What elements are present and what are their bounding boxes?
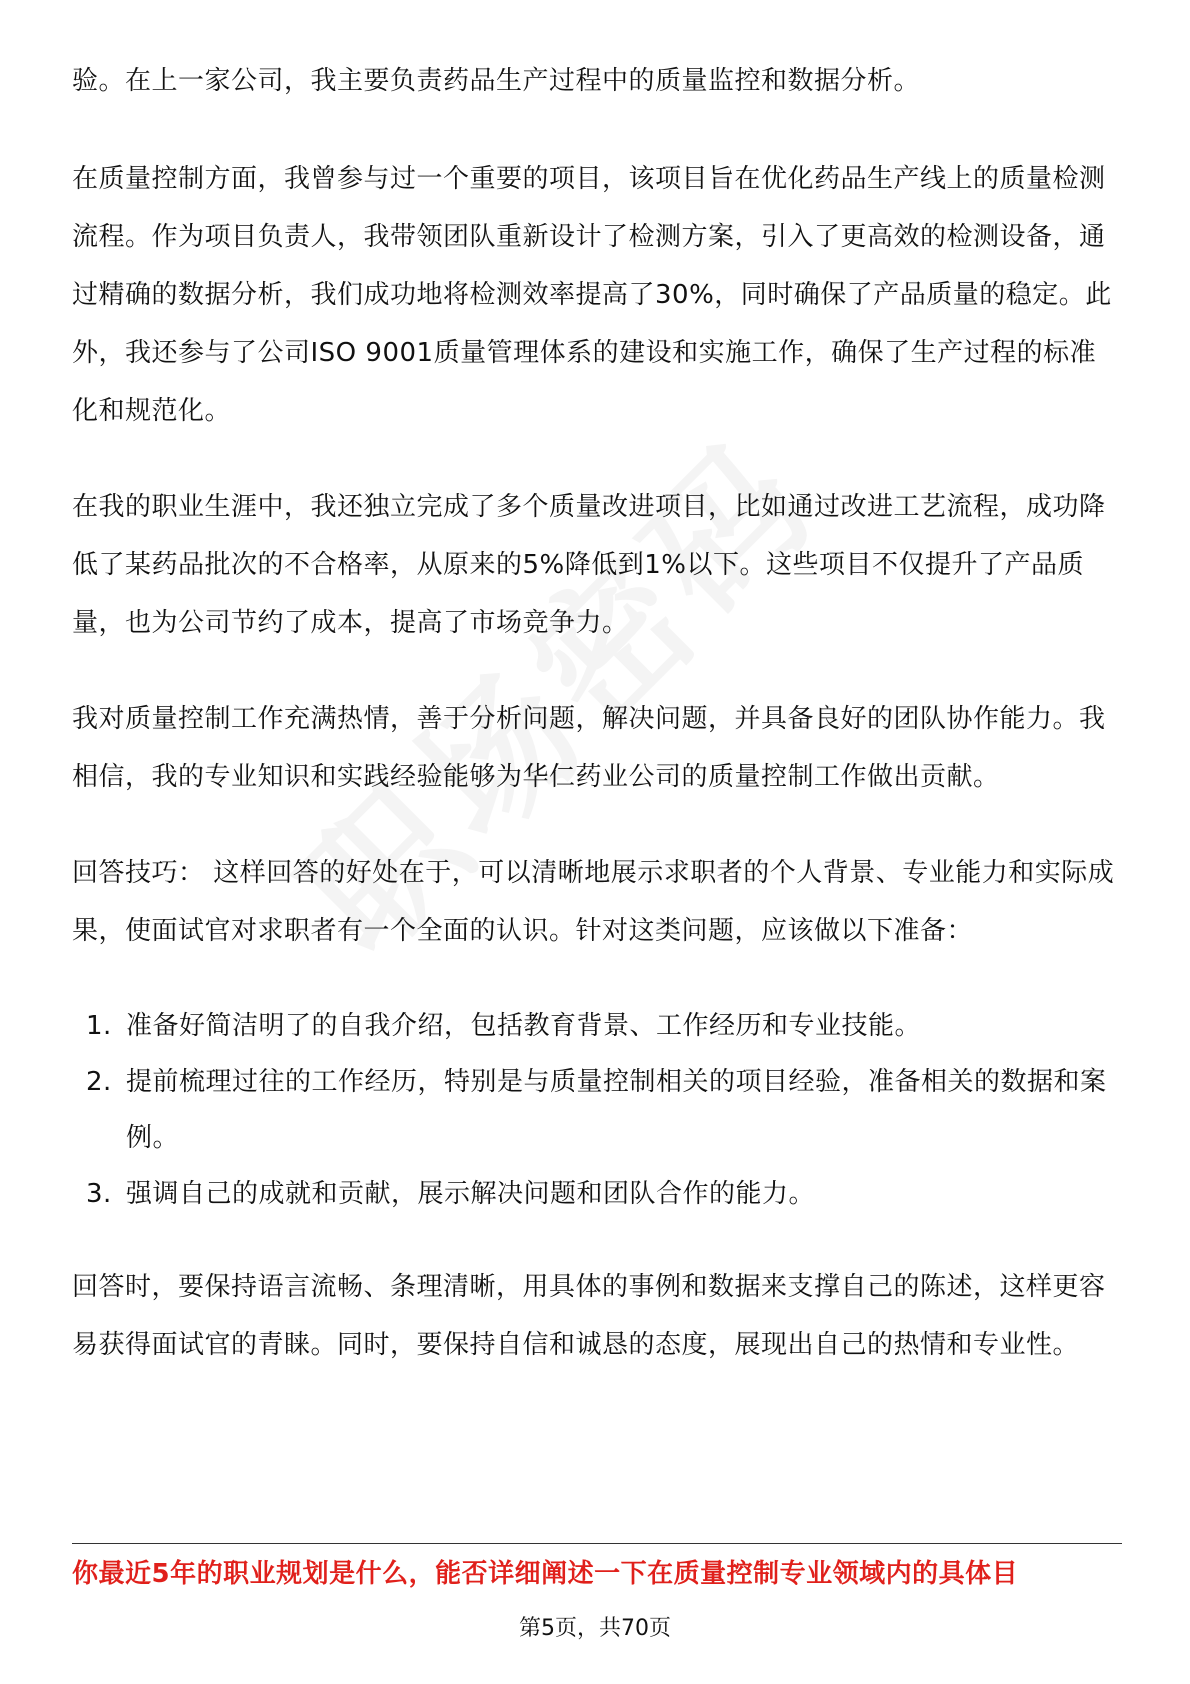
answer-tips-paragraph: 回答技巧： 这样回答的好处在于，可以清晰地展示求职者的个人背景、专业能力和实际成果，使面试官对求职者有一个全面的认识。针对这类问题，应该做以下准备： — [72, 858, 1115, 946]
list-number: 2. — [86, 1067, 112, 1097]
list-item — [72, 1166, 1122, 1222]
list-item-text: 准备好简洁明了的自我介绍，包括教育背景、工作经历和专业技能。 — [126, 1011, 922, 1041]
paragraph: 我对质量控制工作充满热情，善于分析问题，解决问题，并具备良好的团队协作能力。我相信，我的专业知识和实践经验能够为华仁药业公司的质量控制工作做出贡献。 — [72, 704, 1106, 792]
tips-list — [72, 998, 1122, 1222]
section-divider — [72, 1543, 1122, 1544]
next-question-heading: 你最近5年的职业规划是什么，能否详细阐述一下在质量控制专业领域内的具体目 — [72, 1559, 1019, 1589]
list-item-text: 提前梳理过往的工作经历，特别是与质量控制相关的项目经验，准备相关的数据和案例。 — [126, 1067, 1107, 1153]
page-number: 第5页，共70页 — [519, 1616, 671, 1641]
list-item — [72, 998, 1122, 1054]
list-number: 1. — [86, 1011, 112, 1041]
paragraph: 在我的职业生涯中，我还独立完成了多个质量改进项目，比如通过改进工艺流程，成功降低了某药品批次的不合格率，从原来的5%降低到1%以下。这些项目不仅提升了产品质量，也为公司节约了成本，提高了市场竞争力。 — [72, 492, 1106, 638]
list-item — [72, 1054, 1122, 1166]
paragraph: 验。在上一家公司，我主要负责药品生产过程中的质量监控和数据分析。 — [72, 66, 921, 96]
closing-paragraph: 回答时，要保持语言流畅、条理清晰，用具体的事例和数据来支撑自己的陈述，这样更容易获得面试官的青睐。同时，要保持自信和诚恳的态度，展现出自己的热情和专业性。 — [72, 1272, 1106, 1360]
list-item-text: 强调自己的成就和贡献，展示解决问题和团队合作的能力。 — [126, 1179, 816, 1209]
paragraph: 在质量控制方面，我曾参与过一个重要的项目，该项目旨在优化药品生产线上的质量检测流程。作为项目负责人，我带领团队重新设计了检测方案，引入了更高效的检测设备，通过精确的数据分析，我们成功地将检测效率提高了30%，同时确保了产品质量的稳定。此外，我还参与了公司ISO 9001质量管理体系的建设和实施工作，确保了生产过程的标准化和规范化。 — [72, 164, 1112, 426]
list-number: 3. — [86, 1179, 112, 1209]
document-body — [72, 52, 1122, 1412]
